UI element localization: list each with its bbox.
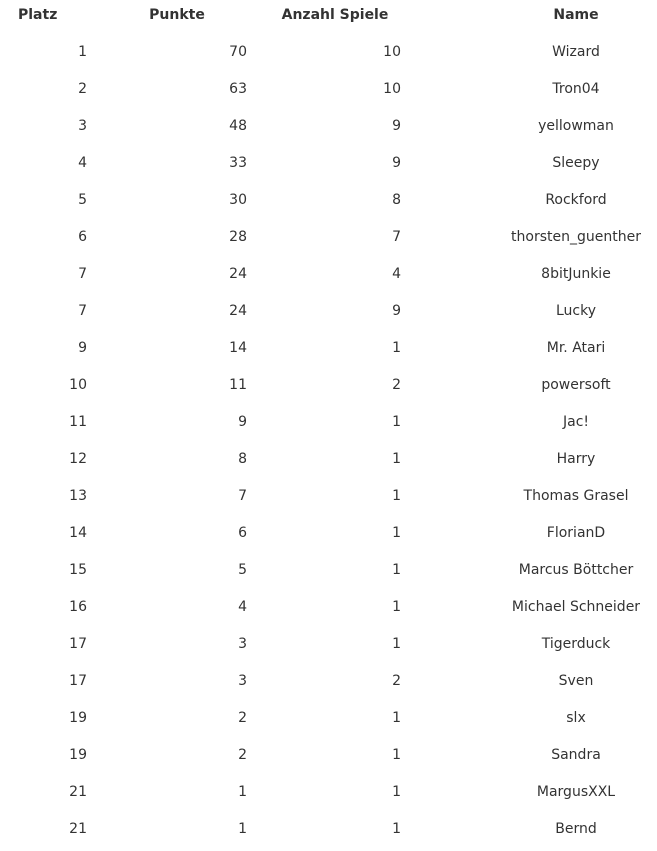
cell-platz: 4 — [78, 155, 87, 171]
header-name[interactable]: Name — [553, 7, 599, 23]
cell-platz: 5 — [78, 192, 87, 208]
cell-name: Lucky — [555, 303, 597, 319]
cell-punkte: 24 — [229, 266, 247, 282]
cell-anzahl-spiele: 1 — [392, 451, 401, 467]
cell-platz: 14 — [69, 525, 87, 541]
table-row — [0, 444, 657, 481]
cell-anzahl-spiele: 4 — [392, 266, 401, 282]
cell-platz: 2 — [78, 81, 87, 97]
table-row — [0, 407, 657, 444]
cell-platz: 11 — [69, 414, 87, 430]
cell-platz: 19 — [69, 710, 87, 726]
cell-punkte: 14 — [229, 340, 247, 356]
table-row — [0, 185, 657, 222]
cell-anzahl-spiele: 10 — [383, 81, 401, 97]
cell-platz: 12 — [69, 451, 87, 467]
table-header-row — [0, 0, 657, 30]
cell-platz: 16 — [69, 599, 87, 615]
cell-anzahl-spiele: 1 — [392, 710, 401, 726]
cell-platz: 21 — [69, 784, 87, 800]
cell-punkte: 30 — [229, 192, 247, 208]
cell-anzahl-spiele: 2 — [392, 673, 401, 689]
cell-name: powersoft — [541, 377, 611, 393]
cell-punkte: 28 — [229, 229, 247, 245]
cell-name: Sandra — [551, 747, 601, 763]
cell-platz: 17 — [69, 673, 87, 689]
table-row — [0, 518, 657, 555]
table-row — [0, 481, 657, 518]
cell-anzahl-spiele: 1 — [392, 821, 401, 837]
table-row — [0, 111, 657, 148]
cell-platz: 10 — [69, 377, 87, 393]
cell-platz: 1 — [78, 44, 87, 60]
cell-platz: 13 — [69, 488, 87, 504]
table-row — [0, 740, 657, 777]
cell-anzahl-spiele: 1 — [392, 562, 401, 578]
cell-name: Thomas Grasel — [523, 488, 629, 504]
cell-punkte: 8 — [238, 451, 247, 467]
cell-name: 8bitJunkie — [541, 266, 611, 282]
cell-name: thorsten_guenther — [511, 229, 641, 245]
cell-name: Wizard — [552, 44, 600, 60]
cell-punkte: 24 — [229, 303, 247, 319]
cell-platz: 9 — [78, 340, 87, 356]
cell-punkte: 4 — [238, 599, 247, 615]
table-row — [0, 592, 657, 629]
cell-anzahl-spiele: 1 — [392, 525, 401, 541]
cell-name: Sleepy — [552, 155, 600, 171]
cell-anzahl-spiele: 8 — [392, 192, 401, 208]
cell-platz: 7 — [78, 266, 87, 282]
cell-anzahl-spiele: 1 — [392, 636, 401, 652]
cell-name: Jac! — [562, 414, 590, 430]
cell-punkte: 1 — [238, 821, 247, 837]
table-row — [0, 259, 657, 296]
cell-punkte: 70 — [229, 44, 247, 60]
cell-name: FlorianD — [546, 525, 606, 541]
table-row — [0, 296, 657, 333]
cell-platz: 19 — [69, 747, 87, 763]
cell-punkte: 33 — [229, 155, 247, 171]
cell-name: Rockford — [545, 192, 607, 208]
cell-punkte: 1 — [238, 784, 247, 800]
cell-punkte: 9 — [238, 414, 247, 430]
cell-anzahl-spiele: 10 — [383, 44, 401, 60]
cell-punkte: 6 — [238, 525, 247, 541]
cell-name: Sven — [558, 673, 594, 689]
cell-name: Mr. Atari — [546, 340, 606, 356]
cell-anzahl-spiele: 9 — [392, 155, 401, 171]
cell-name: yellowman — [538, 118, 614, 134]
cell-platz: 6 — [78, 229, 87, 245]
table-row — [0, 777, 657, 814]
cell-punkte: 2 — [238, 747, 247, 763]
header-platz[interactable]: Platz — [18, 7, 58, 23]
cell-anzahl-spiele: 9 — [392, 303, 401, 319]
table-row — [0, 148, 657, 185]
cell-anzahl-spiele: 9 — [392, 118, 401, 134]
cell-anzahl-spiele: 1 — [392, 747, 401, 763]
cell-platz: 7 — [78, 303, 87, 319]
cell-anzahl-spiele: 1 — [392, 488, 401, 504]
cell-anzahl-spiele: 1 — [392, 784, 401, 800]
cell-punkte: 48 — [229, 118, 247, 134]
table-row — [0, 666, 657, 703]
cell-anzahl-spiele: 1 — [392, 340, 401, 356]
table-row — [0, 222, 657, 259]
cell-name: Bernd — [555, 821, 597, 837]
cell-punkte: 11 — [229, 377, 247, 393]
cell-platz: 15 — [69, 562, 87, 578]
header-anzahl-spiele[interactable]: Anzahl Spiele — [281, 7, 389, 23]
cell-name: Michael Schneider — [511, 599, 641, 615]
cell-name: Harry — [556, 451, 596, 467]
cell-name: slx — [566, 710, 586, 726]
cell-platz: 21 — [69, 821, 87, 837]
cell-name: Marcus Böttcher — [518, 562, 634, 578]
cell-anzahl-spiele: 7 — [392, 229, 401, 245]
cell-anzahl-spiele: 1 — [392, 414, 401, 430]
cell-name: Tron04 — [552, 81, 600, 97]
header-punkte[interactable]: Punkte — [149, 7, 205, 23]
table-row — [0, 74, 657, 111]
table-row — [0, 37, 657, 74]
cell-name: Tigerduck — [541, 636, 611, 652]
cell-punkte: 2 — [238, 710, 247, 726]
table-row — [0, 814, 657, 851]
cell-punkte: 3 — [238, 636, 247, 652]
cell-punkte: 5 — [238, 562, 247, 578]
table-row — [0, 703, 657, 740]
cell-platz: 3 — [78, 118, 87, 134]
cell-punkte: 3 — [238, 673, 247, 689]
cell-anzahl-spiele: 2 — [392, 377, 401, 393]
cell-punkte: 7 — [238, 488, 247, 504]
table-row — [0, 370, 657, 407]
cell-name: MargusXXL — [536, 784, 616, 800]
cell-punkte: 63 — [229, 81, 247, 97]
table-row — [0, 333, 657, 370]
cell-anzahl-spiele: 1 — [392, 599, 401, 615]
table-row — [0, 629, 657, 666]
cell-platz: 17 — [69, 636, 87, 652]
table-row — [0, 555, 657, 592]
